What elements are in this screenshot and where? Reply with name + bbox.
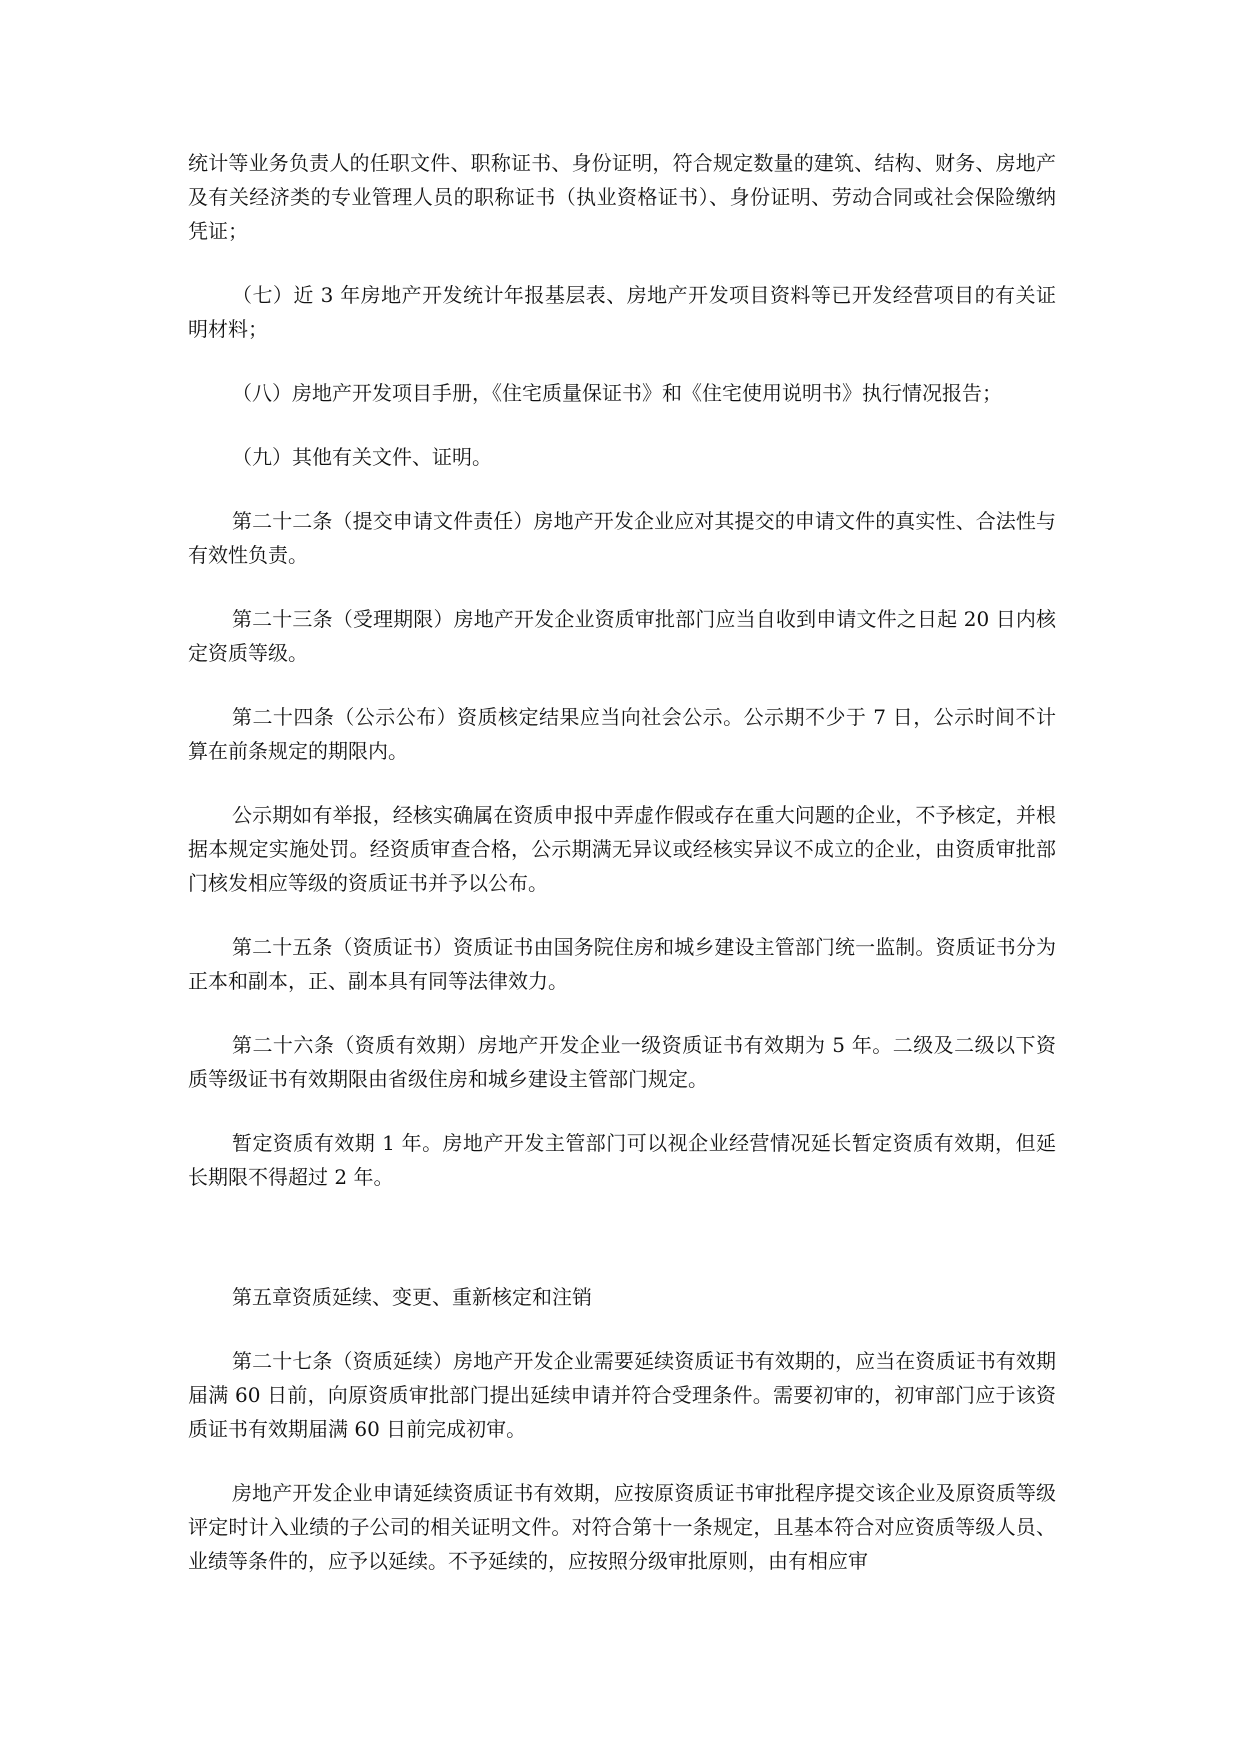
paragraph-article-25: 第二十五条（资质证书）资质证书由国务院住房和城乡建设主管部门统一监制。资质证书分为正本和副本，正、副本具有同等法律效力。 <box>188 935 1056 993</box>
paragraph-article-26: 第二十六条（资质有效期）房地产开发企业一级资质证书有效期为 5 年。二级及二级以下资质等级证书有效期限由省级住房和城乡建设主管部门规定。 <box>188 1033 1056 1091</box>
paragraph-article-26-cont: 暂定资质有效期 1 年。房地产开发主管部门可以视企业经营情况延长暂定资质有效期，但延长期限不得超过 2 年。 <box>188 1131 1056 1189</box>
paragraph-article-23: 第二十三条（受理期限）房地产开发企业资质审批部门应当自收到申请文件之日起 20 日内核定资质等级。 <box>188 607 1056 665</box>
paragraph-continued-list: 统计等业务负责人的任职文件、职称证书、身份证明，符合规定数量的建筑、结构、财务、房地产及有关经济类的专业管理人员的职称证书（执业资格证书）、身份证明、劳动合同或社会保险缴纳凭证； <box>188 151 1056 243</box>
paragraph-article-27: 第二十七条（资质延续）房地产开发企业需要延续资质证书有效期的，应当在资质证书有效期届满 60 日前，向原资质审批部门提出延续申请并符合受理条件。需要初审的，初审部门应于该资质证书有效期届满 60 日前完成初审。 <box>188 1349 1056 1441</box>
paragraph-article-24: 第二十四条（公示公布）资质核定结果应当向社会公示。公示期不少于 7 日，公示时间不计算在前条规定的期限内。 <box>188 705 1056 763</box>
chapter-heading: 第五章资质延续、变更、重新核定和注销 <box>232 1285 592 1309</box>
paragraph-item-9: （九）其他有关文件、证明。 <box>232 445 492 469</box>
paragraph-article-22: 第二十二条（提交申请文件责任）房地产开发企业应对其提交的申请文件的真实性、合法性与有效性负责。 <box>188 509 1056 567</box>
paragraph-item-8: （八）房地产开发项目手册，《住宅质量保证书》和《住宅使用说明书》执行情况报告； <box>232 381 1002 405</box>
paragraph-article-24-cont: 公示期如有举报，经核实确属在资质申报中弄虚作假或存在重大问题的企业，不予核定，并根据本规定实施处罚。经资质审查合格，公示期满无异议或经核实异议不成立的企业，由资质审批部门核发相应等级的资质证书并予以公布。 <box>188 803 1056 895</box>
paragraph-item-7: （七）近 3 年房地产开发统计年报基层表、房地产开发项目资料等已开发经营项目的有关证明材料； <box>188 283 1056 341</box>
document-body <box>188 146 1056 1608</box>
paragraph-article-27-cont: 房地产开发企业申请延续资质证书有效期，应按原资质证书审批程序提交该企业及原资质等级评定时计入业绩的子公司的相关证明文件。对符合第十一条规定，且基本符合对应资质等级人员、业绩等条件的，应予以延续。不予延续的，应按照分级审批原则，由有相应审 <box>188 1481 1056 1573</box>
section-spacer <box>188 1224 1056 1280</box>
